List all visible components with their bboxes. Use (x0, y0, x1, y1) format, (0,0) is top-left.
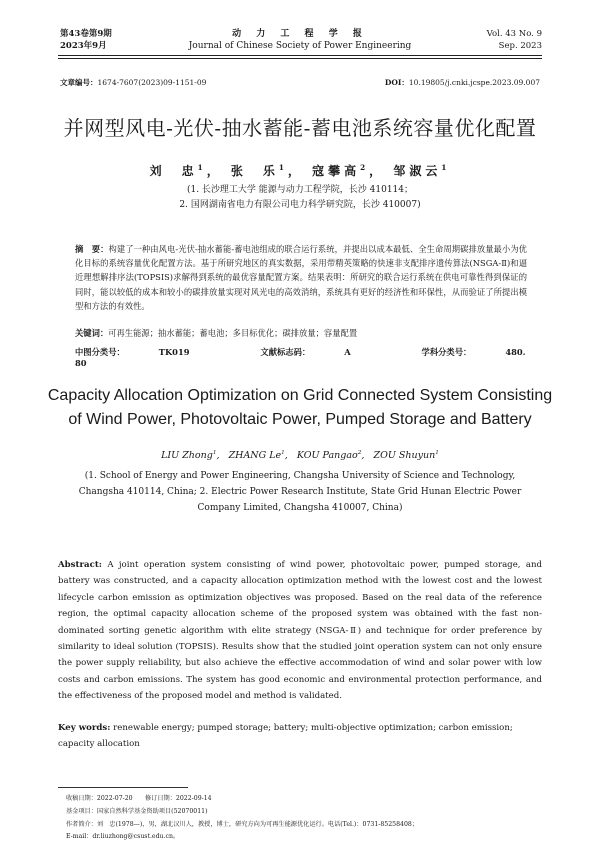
author-en: KOU Pangao$^2$ (296, 449, 362, 461)
received-dates: 收稿日期：2022-07-20 修订日期：2022-09-14 (66, 795, 212, 802)
article-no: 文章编号：1674-7607(2023)09-1151-09 (60, 78, 207, 87)
author-cn: 张 乐$^1$ (230, 163, 288, 178)
affiliation-cn-line: (1. 长沙理工大学 能源与动力工程学院，长沙 410114； (186, 185, 414, 195)
author-bio: 作者简介：刘 忠(1978—)，男，湖北汉川人，教授，博士，研究方向为可再生能源优化运行。电话(Tel.)：0731-85258408； (66, 820, 419, 828)
running-header (0, 0, 600, 58)
affiliation-cn-line: 2. 国网湖南省电力有限公司电力科学研究院，长沙 410007) (179, 200, 421, 210)
author-en: ZHANG Le$^1$ (228, 449, 285, 461)
date-cn: 2023年9月 (60, 41, 107, 51)
affiliations-en (60, 468, 540, 516)
header-rule-thin (58, 58, 542, 59)
footnote-rule (58, 787, 188, 788)
date-en: Sep. 2023 (498, 41, 542, 51)
journal-name-cn: 动 力 工 程 学 报 (232, 29, 368, 39)
title-en-line: of Wind Power, Photovoltaic Power, Pumped Storage and Battery (68, 411, 532, 428)
classification-cn (75, 346, 535, 368)
journal-volume-en (487, 28, 542, 52)
keywords-cn-text: 可再生能源；抽水蓄能；蓄电池；多目标优化；碳排放量；容量配置 (108, 328, 358, 338)
author-en: LIU Zhong$^1$ (161, 449, 217, 461)
footnotes (66, 793, 546, 844)
title-en-line: Capacity Allocation Optimization on Grid Connected System Consisting (47, 387, 553, 404)
header-rule (58, 55, 542, 56)
article-identifiers (60, 77, 540, 88)
keywords-cn (75, 327, 535, 339)
fund-info: 基金项目：国家自然科学基金资助项目(52070011) (66, 807, 208, 815)
author-cn: 邹淑云$^1$ (393, 163, 451, 178)
volume-issue-cn: 第43卷第9期 (60, 29, 112, 39)
author-cn: 刘 忠$^1$ (149, 163, 207, 178)
subject-code: 学科分类号： 480. 80 (75, 347, 526, 368)
abstract-en-label: Abstract: (58, 560, 102, 570)
abstract-cn (75, 242, 527, 313)
abstract-cn-label: 摘 要： (75, 244, 109, 254)
clc-number: 中图分类号： TK019 (75, 347, 190, 357)
abstract-en-text: A joint operation system consisting of wind power, photovoltaic power, pumped storage, and battery was constructed, and a capacity allocation optimization method with the lowest cost and the lowest lifecycle carbon emission as optimization objectives was proposed. Based on the real data of the reference region, the optimal capacity allocation scheme of the proposed system was obtained with the fast non-dominated sorting genetic algorithm with elite strategy (NSGA-Ⅱ) and technique for order preference by similarity to ideal solution (TOPSIS). Results show that the studied joint operation system can not only ensure the power supply reliability, but also achieve the effective accommodation of wind and solar power with low costs and carbon emissions. The system has good economic and environmental protection performance, and the effectiveness of the proposed model and method is validated. (58, 560, 543, 702)
authors-cn: 刘 忠$^1$， 张 乐$^1$， 寇攀高$^2$， 邹淑云$^1$ (149, 163, 451, 178)
abstract-en (58, 557, 542, 705)
keywords-en-text: renewable energy; pumped storage; battery; multi-objective optimization; carbon emission; capacity allocation (58, 723, 513, 750)
author-email: E-mail：dr.liuzhong@csust.edu.cn。 (66, 833, 180, 841)
document-code: 文献标志码： A (260, 347, 351, 357)
journal-name-en: Journal of Chinese Society of Power Engineering (188, 41, 412, 51)
paper-title-en (0, 384, 600, 432)
keywords-en-label: Key words: (58, 723, 111, 733)
volume-issue-en: Vol. 43 No. 9 (486, 29, 542, 39)
author-cn: 寇攀高$^2$ (312, 163, 370, 178)
keywords-en (58, 720, 542, 753)
authors-en: LIU Zhong$^1$, ZHANG Le$^1$, KOU Pangao$^2$, ZOU Shuyun$^1$ (161, 449, 439, 461)
keywords-cn-label: 关键词： (75, 328, 109, 338)
author-en: ZOU Shuyun$^1$ (373, 449, 439, 461)
affiliation-en-line: Changsha 410114, China; 2. Electric Power Research Institute, State Grid Hunan Electric Power (78, 487, 522, 497)
affiliation-en-line: Company Limited, Changsha 410007, China) (197, 503, 403, 513)
paper-title-cn: 并网型风电-光伏-抽水蓄能-蓄电池系统容量优化配置 (63, 116, 537, 140)
doi: DOI：10.19805/j.cnki.jcspe.2023.09.007 (384, 78, 540, 87)
affiliation-en-line: (1. School of Energy and Power Engineering, Changsha University of Science and Technology, (84, 471, 516, 481)
abstract-cn-text: 构建了一种由风电-光伏-抽水蓄能-蓄电池组成的联合运行系统，并提出以成本最低、全生命周期碳排放量最小为优化目标的系统容量优化配置方法。基于所研究地区的真实数据，采用带精英策略的快速非支配排序遗传算法(NSGA-Ⅱ)和逼近理想解排序法(TOPSIS)求解得到系统的最优容量配置方案。结果表明：所研究的联合运行系统在供电可靠性得到保证的同时，能以较低的成本和较小的碳排放量实现对风光电的高效消纳，系统具有更好的经济性和环保性，从而验证了所提出模型和方法的有效性。 (75, 244, 527, 311)
affiliations-cn (0, 183, 600, 213)
